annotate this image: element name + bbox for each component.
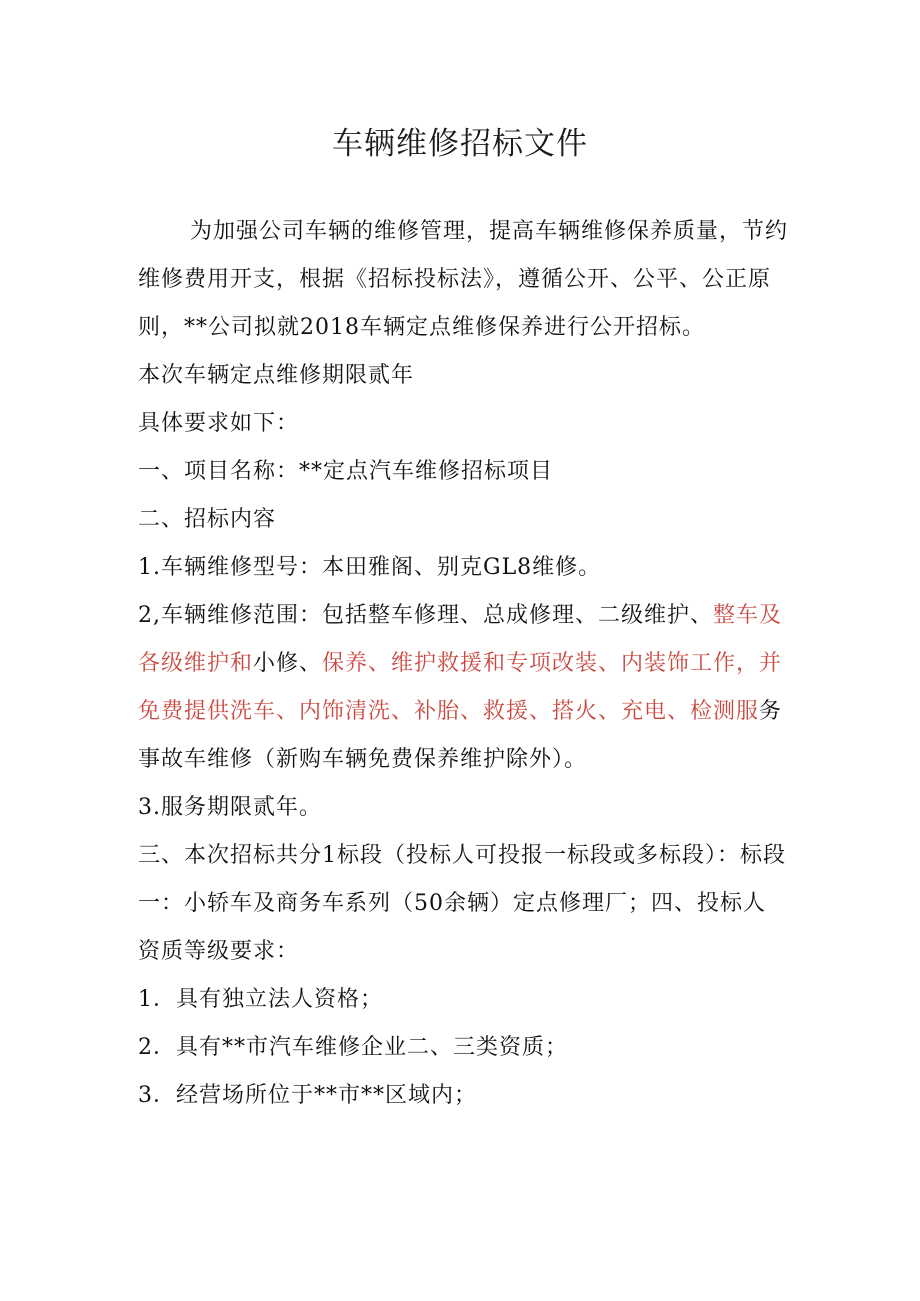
section-tender-content: 二、招标内容 [138,507,277,532]
repair-scope-text: 小修、 [253,651,323,676]
qualification-item: 3．经营场所位于**市**区域内； [138,1083,477,1108]
intro-paragraph: 为加强公司车辆的维修管理，提高车辆维修保养质量，节约维修费用开支，根据《招标投标法》，遵循公开、公平、公正原则，**公司拟就2018车辆定点维修保养进行公开招标。 [138,219,789,340]
repair-scope-highlight: 保养、维护救援和专项改装、内装饰工作，并免费提供洗车、内饰清洗、补胎、救援、搭火、充电、检测服 [138,651,783,724]
qualification-item: 1．具有独立法人资格； [138,987,383,1012]
qualification-item: 2．具有**市汽车维修企业二、三类资质； [138,1035,568,1060]
repair-scope-text: 务事故车维修（新购车辆免费保养维护除外）。 [138,699,783,772]
item-repair-scope [138,592,788,784]
section-project-name: 一、项目名称：**定点汽车维修招标项目 [138,459,554,484]
repair-scope-text: 2,车辆维修范围：包括整车修理、总成修理、二级维护、 [138,603,713,628]
item-service-period: 3.服务期限贰年。 [138,795,322,820]
document-body [138,208,788,1120]
requirements-intro: 具体要求如下： [138,411,300,436]
document-title: 车辆维修招标文件 [332,126,588,162]
item-vehicle-models: 1.车辆维修型号：本田雅阁、别克GL8维修。 [138,555,602,580]
period-line: 本次车辆定点维修期限贰年 [138,363,415,388]
repair-scope-highlight: 整车及各级维护和 [138,603,783,676]
section-lots: 三、本次招标共分1标段（投标人可投报一标段或多标段）：标段一：小轿车及商务车系列（50余辆）定点修理厂；四、投标人资质等级要求： [138,843,786,964]
